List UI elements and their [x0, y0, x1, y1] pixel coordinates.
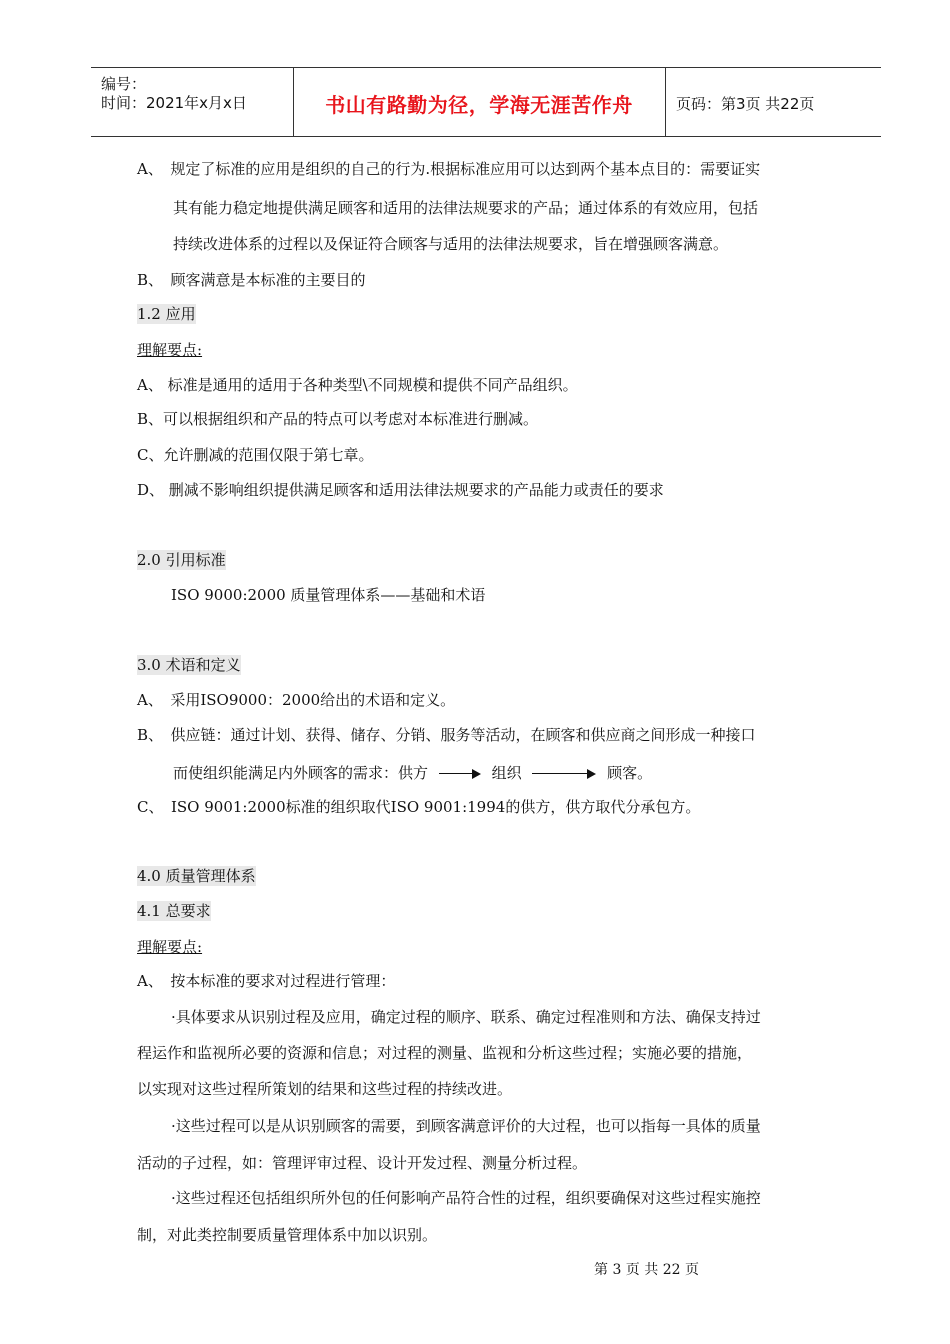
header-motto: 书山有路勤为径，学海无涯苦作舟 — [325, 93, 633, 117]
header-page-label: 页码：第3页 共22页 — [676, 95, 815, 113]
bullet-3: ·这些过程还包括组织所外包的任何影响产品符合性的过程，组织要确保对这些过程实施控 — [171, 1189, 761, 1207]
bullet-2: ·这些过程可以是从识别顾客的需要，到顾客满意评价的大过程，也可以指每一具体的质量 — [171, 1117, 761, 1135]
key-points-label: 理解要点: — [137, 938, 203, 956]
arrow-right-icon — [439, 769, 481, 779]
key-points-label: 理解要点: — [137, 341, 203, 359]
para-3-a: A、 采用ISO9000：2000给出的术语和定义。 — [137, 691, 456, 709]
arrow-right-icon — [532, 769, 596, 779]
para-1-a: A、 规定了标准的应用是组织的自己的行为.根据标准应用可以达到两个基本点目的：需要证实 — [137, 160, 761, 178]
para-1-2-d: D、 删减不影响组织提供满足顾客和适用法律法规要求的产品能力或责任的要求 — [137, 481, 664, 499]
header-info-cell — [91, 68, 294, 136]
bullet-1-cont: 以实现对这些过程所策划的结果和这些过程的持续改进。 — [137, 1080, 513, 1098]
header-code-label: 编号： — [101, 75, 147, 93]
page-footer: 第 3 页 共 22 页 — [594, 1262, 699, 1278]
bullet-1: ·具体要求从识别过程及应用，确定过程的顺序、联系、确定过程准则和方法、确保支持过 — [171, 1008, 761, 1026]
para-1-b: B、 顾客满意是本标准的主要目的 — [137, 271, 366, 289]
para-1-a-cont: 其有能力稳定地提供满足顾客和适用的法律法规要求的产品；通过体系的有效应用，包括 — [173, 199, 759, 217]
section-4-1-heading: 4.1 总要求 — [137, 902, 211, 920]
bullet-1-cont: 程运作和监视所必要的资源和信息；对过程的测量、监视和分析这些过程；实施必要的措施， — [137, 1044, 753, 1062]
section-2-0-heading: 2.0 引用标准 — [137, 551, 226, 569]
section-4-0-heading: 4.0 质量管理体系 — [137, 867, 256, 885]
header-page-cell — [666, 68, 881, 136]
header-time-label: 时间：2021年x月x日 — [101, 94, 247, 112]
para-1-2-b: B、可以根据组织和产品的特点可以考虑对本标准进行删减。 — [137, 410, 539, 428]
supply-chain-lead: 而使组织能满足内外顾客的需求：供方 — [173, 764, 429, 782]
header-motto-cell — [293, 68, 666, 136]
section-1-2-heading: 1.2 应用 — [137, 305, 196, 323]
supply-chain-end: 顾客。 — [607, 764, 653, 782]
para-3-c: C、 ISO 9001:2000标准的组织取代ISO 9001:1994的供方，供方取代分承包方。 — [137, 798, 701, 816]
para-1-2-a: A、 标准是通用的适用于各种类型\不同规模和提供不同产品组织。 — [137, 376, 578, 394]
para-1-2-c: C、允许删减的范围仅限于第七章。 — [137, 446, 374, 464]
reference-standard: ISO 9000:2000 质量管理体系——基础和术语 — [171, 586, 486, 604]
bullet-3-cont: 制，对此类控制要质量管理体系中加以识别。 — [137, 1226, 438, 1244]
para-3-b: B、 供应链：通过计划、获得、储存、分销、服务等活动，在顾客和供应商之间形成一种接口 — [137, 726, 756, 744]
para-1-a-cont: 持续改进体系的过程以及保证符合顾客与适用的法律法规要求，旨在增强顾客满意。 — [173, 235, 729, 253]
section-3-0-heading: 3.0 术语和定义 — [137, 656, 241, 674]
document-header — [91, 67, 881, 137]
supply-chain-middle: 组织 — [491, 764, 522, 782]
para-4-1-a: A、 按本标准的要求对过程进行管理： — [137, 972, 396, 990]
supply-chain-line — [173, 763, 652, 783]
bullet-2-cont: 活动的子过程，如：管理评审过程、设计开发过程、测量分析过程。 — [137, 1154, 588, 1172]
